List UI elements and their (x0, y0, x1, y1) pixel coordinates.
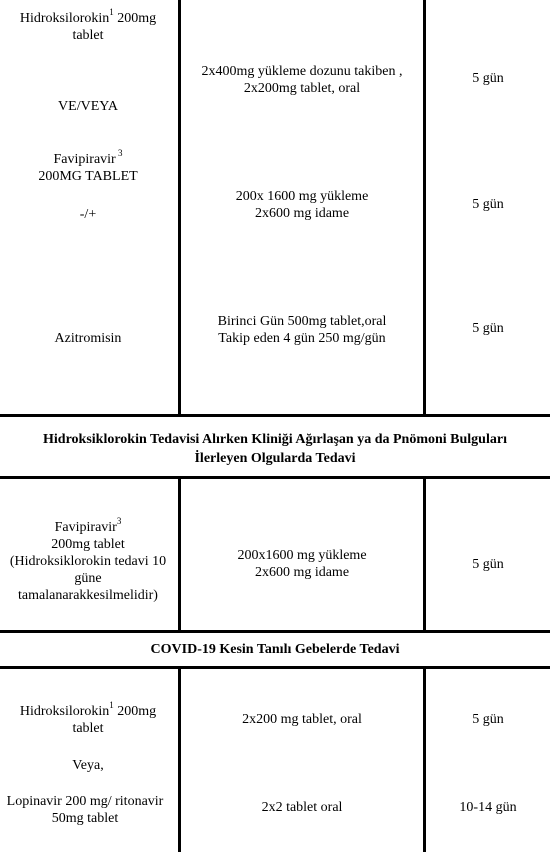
regimen-line: 2x2 tablet oral (261, 800, 343, 815)
drug-name: Azitromisin (54, 331, 122, 346)
drug-name: Hidroksilorokin (19, 704, 110, 719)
row-divider (0, 666, 550, 669)
regimen-azitromisin (181, 313, 423, 347)
header-line: İlerleyen Olgularda Tedavi (194, 451, 356, 466)
regimen-line: 2x200 mg tablet, oral (242, 712, 362, 727)
duration-text: 5 gün (472, 71, 504, 86)
column-divider (423, 666, 426, 852)
drug-form: tablet (72, 28, 104, 43)
drug-dose: 200mg (113, 11, 157, 26)
row-divider (0, 630, 550, 633)
drug-name: Favipiravir (54, 520, 117, 535)
header-line: COVID-19 Kesin Tanılı Gebelerde Tedavi (150, 642, 400, 657)
duration-text: 5 gün (472, 197, 504, 212)
duration-pregnant-2 (426, 799, 550, 816)
duration-pregnant-1 (426, 711, 550, 728)
duration-1 (426, 70, 550, 87)
header-line: Hidroksiklorokin Tedavisi Alırken Kliniği Ağırlaşan ya da Pnömoni Bulguları (43, 432, 507, 447)
regimen-hidroksilorokin (181, 63, 423, 97)
connector-ve-veya (0, 98, 176, 115)
duration-text: 5 gün (472, 712, 504, 727)
connector-text: -/+ (79, 207, 97, 222)
drug-form: tablet (72, 721, 104, 736)
row-divider (0, 476, 550, 479)
footnote-ref: 3 (115, 148, 123, 159)
duration-section2 (426, 556, 550, 573)
duration-text: 5 gün (472, 321, 504, 336)
drug-name: Lopinavir 200 mg/ ritonavir (6, 794, 164, 809)
footnote-ref: 3 (116, 516, 122, 527)
column-divider (178, 666, 181, 852)
regimen-line: 2x600 mg idame (254, 206, 350, 221)
regimen-line: Birinci Gün 500mg tablet,oral (217, 314, 387, 329)
regimen-line: Takip eden 4 gün 250 mg/gün (218, 331, 386, 346)
drug-dose: 50mg tablet (51, 811, 119, 826)
drug-note: (Hidroksiklorokin tedavi 10 (9, 554, 167, 569)
drug-lopinavir (0, 793, 176, 827)
drug-dose: 200mg tablet (51, 537, 125, 552)
drug-note: güne (74, 571, 102, 586)
regimen-hidroksilorokin-pregnant (181, 711, 423, 728)
row-divider (0, 414, 550, 417)
drug-favipiravir-2 (0, 516, 176, 604)
duration-text: 5 gün (472, 557, 504, 572)
duration-3 (426, 320, 550, 337)
drug-favipiravir (0, 148, 176, 185)
regimen-favipiravir (181, 188, 423, 222)
connector-text: Veya, (72, 758, 104, 773)
duration-2 (426, 196, 550, 213)
section-header-pneumonia (0, 430, 550, 468)
drug-hidroksilorokin (0, 7, 176, 44)
regimen-lopinavir (181, 799, 423, 816)
regimen-line: 200x 1600 mg yükleme (235, 189, 369, 204)
drug-dose: 200mg (113, 704, 157, 719)
connector-plus-minus (0, 206, 176, 223)
drug-note: tamalanarakkesilmelidir) (18, 588, 158, 603)
footnote-ref: 1 (109, 7, 114, 18)
drug-name: Hidroksilorokin (19, 11, 110, 26)
connector-text: VE/VEYA (58, 99, 118, 114)
duration-text: 10-14 gün (459, 800, 517, 815)
footnote-ref: 1 (109, 700, 114, 711)
drug-hidroksilorokin-pregnant (0, 700, 176, 737)
section-header-pregnant (0, 640, 550, 659)
drug-azitromisin (0, 330, 176, 347)
column-divider (423, 476, 426, 632)
regimen-line: 2x400mg yükleme dozunu takiben , (201, 64, 403, 79)
regimen-line: 2x600 mg idame (254, 565, 350, 580)
drug-name: Favipiravir (53, 152, 116, 167)
regimen-line: 2x200mg tablet, oral (243, 81, 361, 96)
connector-veya (0, 757, 176, 774)
regimen-favipiravir-2 (181, 547, 423, 581)
regimen-line: 200x1600 mg yükleme (237, 548, 367, 563)
drug-dose: 200MG TABLET (38, 169, 138, 184)
